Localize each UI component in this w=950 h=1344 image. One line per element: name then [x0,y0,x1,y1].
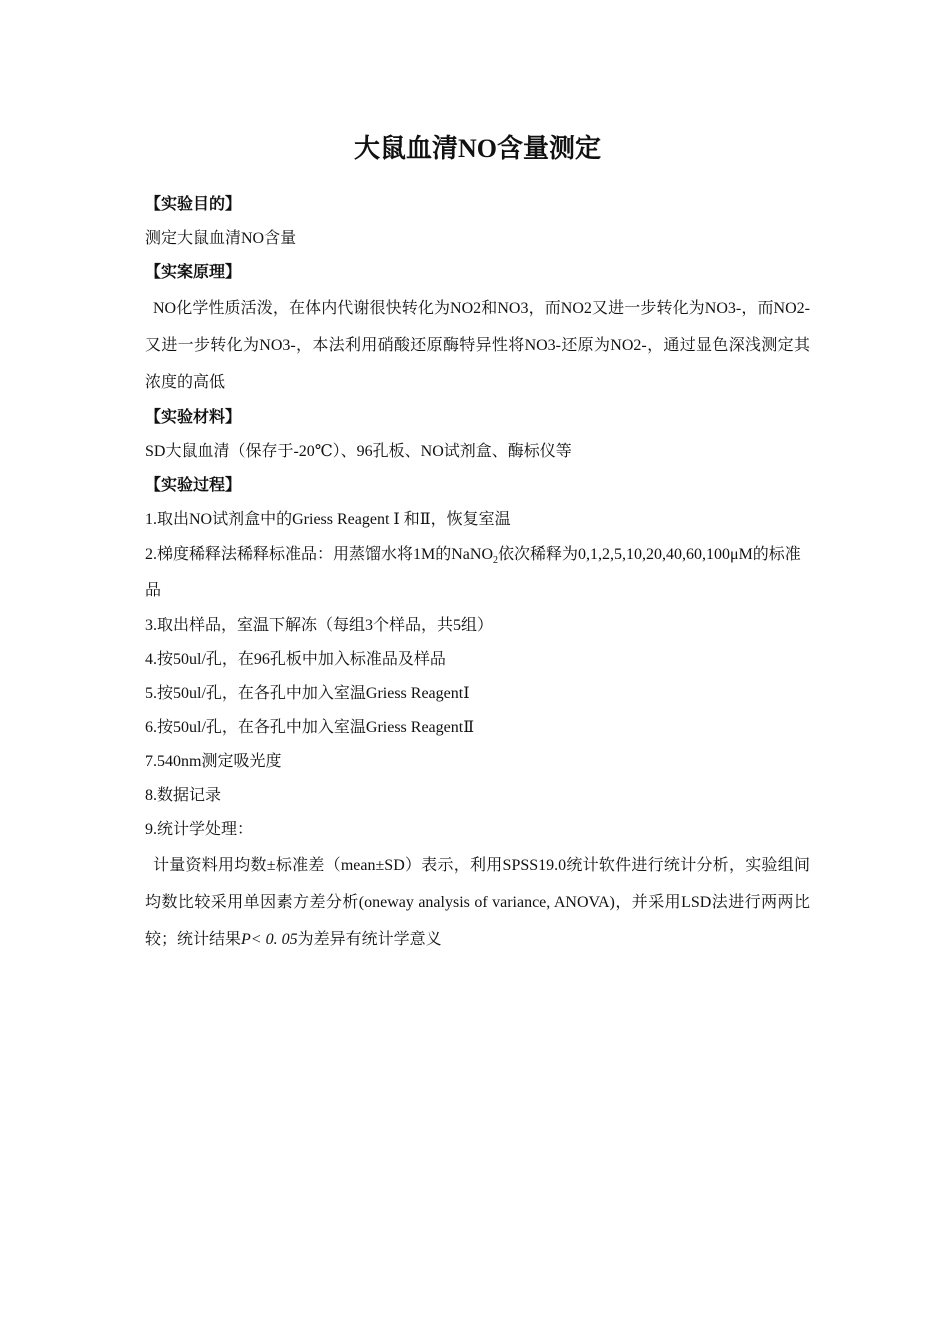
statistics-p-value: P< 0. 05 [241,931,298,948]
procedure-heading: 【实验过程】 [145,477,242,494]
procedure-step-5: 5.按50ul/孔，在各孔中加入室温Griess ReagentⅠ [145,685,470,702]
principle-text: NO化学性质活泼，在体内代谢很快转化为NO2和NO3，而NO2又进一步转化为NO3-，而NO2-又进一步转化为NO3-，本法利用硝酸还原酶特异性将NO3-还原为NO2-，通过显色深浅测定其浓度的高低 [145,300,810,391]
document-page [145,128,810,958]
procedure-step-2 [145,537,810,609]
materials-text: SD大鼠血清（保存于-20℃）、96孔板、NO试剂盒、酶标仪等 [145,443,572,460]
step-2-subscript: 2 [493,555,498,567]
purpose-heading: 【实验目的】 [145,196,242,213]
document-title: 大鼠血清NO含量测定 [353,134,601,163]
statistics-text-before: 计量资料用均数±标准差（mean±SD）表示，利用SPSS19.0统计软件进行统计分析，实验组间均数比较采用单因素方差分析(oneway analysis of variance, ANOVA)，并采用LSD法进行两两比较；统计结果 [145,857,810,948]
statistics-text-after: 为差异有统计学意义 [297,931,442,948]
materials-heading: 【实验材料】 [145,409,242,426]
procedure-step-6: 6.按50ul/孔，在各孔中加入室温Griess ReagentⅡ [145,719,475,736]
procedure-step-8: 8.数据记录 [145,787,222,804]
procedure-step-9: 9.统计学处理： [145,821,254,838]
procedure-step-1: 1.取出NO试剂盒中的Griess Reagent Ⅰ 和Ⅱ，恢复室温 [145,511,511,528]
step-2-text-after: 依次稀释为0,1,2,5,10,20,40,60,100μM的标准品 [145,546,801,599]
purpose-text: 测定大鼠血清NO含量 [145,230,297,247]
step-2-text-before: 2.梯度稀释法稀释标准品：用蒸馏水将1M的NaNO [145,546,493,563]
principle-heading: 【实案原理】 [145,264,242,281]
statistics-text [145,847,810,958]
procedure-step-7: 7.540nm测定吸光度 [145,753,282,770]
procedure-step-3: 3.取出样品，室温下解冻（每组3个样品，共5组） [145,617,494,634]
procedure-step-4: 4.按50ul/孔，在96孔板中加入标准品及样品 [145,651,446,668]
